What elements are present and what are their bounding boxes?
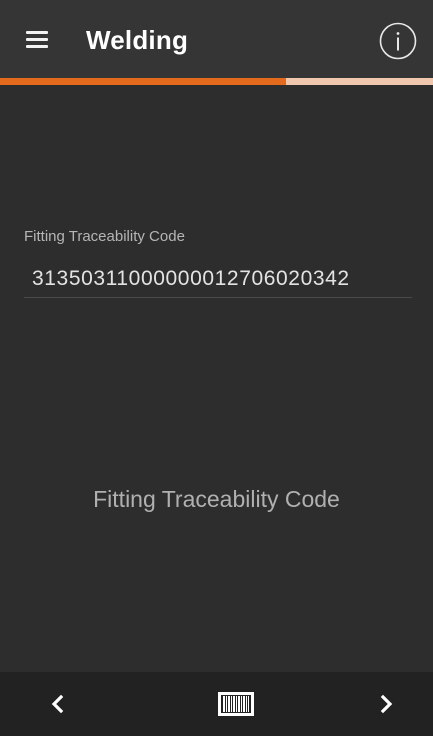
- info-button[interactable]: [379, 22, 417, 60]
- chevron-right-icon: [368, 686, 404, 722]
- app-bar: [0, 0, 433, 78]
- barcode-icon: [216, 686, 256, 722]
- page-title: Welding: [86, 25, 189, 55]
- chevron-left-icon: [40, 686, 76, 722]
- hamburger-menu-icon[interactable]: [26, 30, 50, 50]
- info-circle-icon: [379, 22, 417, 60]
- bottom-navigation: [0, 672, 433, 736]
- scan-prompt: Fitting Traceability Code: [93, 486, 340, 512]
- field-label: Fitting Traceability Code: [24, 228, 185, 245]
- traceability-code-input[interactable]: [24, 260, 412, 298]
- back-button[interactable]: [40, 686, 76, 722]
- progress-bar: [0, 78, 433, 85]
- next-button[interactable]: [368, 686, 404, 722]
- progress-fill: [0, 78, 286, 85]
- scan-barcode-button[interactable]: [216, 686, 256, 722]
